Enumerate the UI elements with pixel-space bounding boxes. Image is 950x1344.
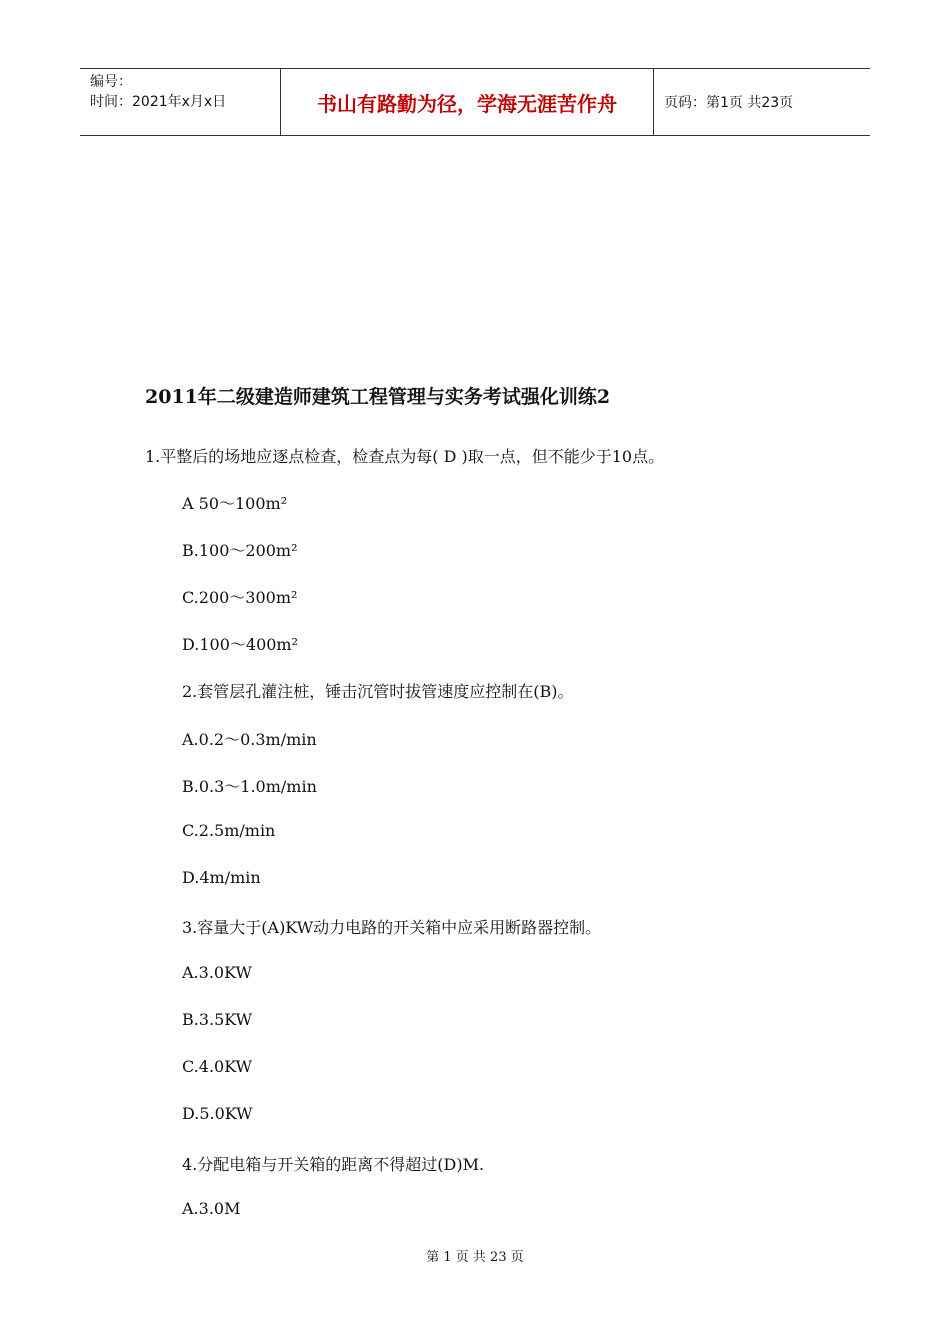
answer-option: B.0.3～1.0m/min: [182, 777, 317, 796]
answer-option: B.100～200m²: [182, 541, 298, 560]
answer-option: A.3.0M: [182, 1199, 241, 1218]
document-title: 2011年二级建造师建筑工程管理与实务考试强化训练2: [145, 386, 611, 408]
answer-option: B.3.5KW: [182, 1010, 253, 1029]
answer-option: D.100～400m²: [182, 635, 299, 654]
answer-option: C.2.5m/min: [182, 821, 276, 840]
question-stem: 1.平整后的场地应逐点检查，检查点为每( D )取一点，但不能少于10点。: [145, 447, 665, 466]
header-meta: [80, 69, 281, 135]
time-label: 时间：2021年x月x日: [90, 94, 227, 110]
page-footer: 第 1 页 共 23 页: [426, 1250, 524, 1265]
page-header: [80, 68, 870, 136]
answer-option: C.4.0KW: [182, 1057, 253, 1076]
serial-label: 编号：: [90, 74, 132, 90]
answer-option: A 50～100m²: [182, 494, 288, 513]
answer-option: A.0.2～0.3m/min: [182, 730, 317, 749]
answer-option: D.4m/min: [182, 868, 261, 887]
header-page-info: 页码：第1页 共23页: [664, 95, 794, 111]
answer-option: D.5.0KW: [182, 1104, 253, 1123]
header-motto: 书山有路勤为径，学海无涯苦作舟: [281, 69, 654, 135]
answer-option: A.3.0KW: [182, 963, 252, 982]
question-stem: 2.套管层孔灌注桩，锤击沉管时拔管速度应控制在(B)。: [182, 682, 574, 701]
question-stem: 3.容量大于(A)KW动力电路的开关箱中应采用断路器控制。: [182, 918, 602, 937]
answer-option: C.200～300m²: [182, 588, 298, 607]
question-stem: 4.分配电箱与开关箱的距离不得超过(D)M.: [182, 1155, 485, 1174]
